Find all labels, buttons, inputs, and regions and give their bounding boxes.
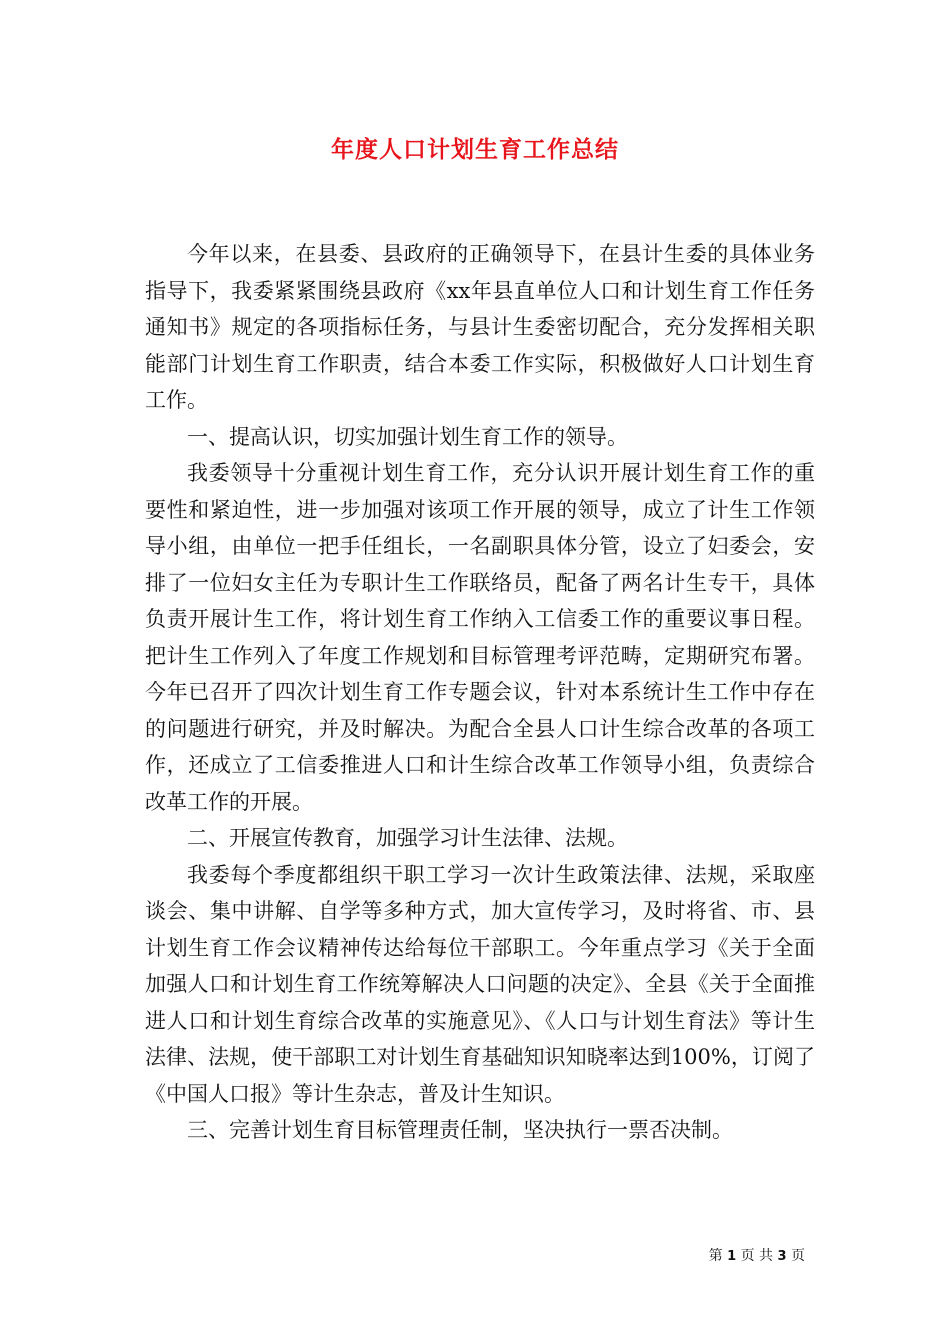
section-heading-3: 三、完善计划生育目标管理责任制，坚决执行一票否决制。 <box>187 1118 733 1142</box>
footer-middle: 页 共 <box>740 1248 774 1264</box>
page-number-footer <box>709 1246 805 1267</box>
paragraph-intro: 今年以来，在县委、县政府的正确领导下，在县计生委的具体业务指导下，我委紧紧围绕县政府《xx年县直单位人口和计划生育工作任务通知书》规定的各项指标任务，与县计生委密切配合，充分发挥相关职能部门计划生育工作职责，结合本委工作实际，积极做好人口计划生育工作。 <box>145 242 815 412</box>
document-body <box>145 236 815 1149</box>
footer-prefix: 第 <box>708 1248 723 1264</box>
section-heading-1: 一、提高认识，切实加强计划生育工作的领导。 <box>187 424 628 449</box>
paragraph-section-1: 我委领导十分重视计划生育工作，充分认识开展计划生育工作的重要性和紧迫性，进一步加强对该项工作开展的领导，成立了计生工作领导小组，由单位一把手任组长，一名副职具体分管，设立了妇委会，安排了一位妇女主任为专职计生工作联络员，配备了两名计生专干，具体负责开展计生工作，将计划生育工作纳入工信委工作的重要议事日程。把计生工作列入了年度工作规划和目标管理考评范畴，定期研究布署。今年已召开了四次计划生育工作专题会议，针对本系统计生工作中存在的问题进行研究，并及时解决。为配合全县人口计生综合改革的各项工作，还成立了工信委推进人口和计生综合改革工作领导小组，负责综合改革工作的开展。 <box>145 461 815 814</box>
footer-suffix: 页 <box>791 1248 805 1264</box>
paragraph-section-2: 我委每个季度都组织干职工学习一次计生政策法律、法规，采取座谈会、集中讲解、自学等多种方式，加大宣传学习，及时将省、市、县计划生育工作会议精神传达给每位干部职工。今年重点学习《关于全面加强人口和计划生育工作统筹解决人口问题的决定》、全县《关于全面推进人口和计划生育综合改革的实施意见》、《人口与计划生育法》等计生法律、法规，使干部职工对计划生育基础知识知晓率达到100%，订阅了《中国人口报》等计生杂志，普及计生知识。 <box>145 862 815 1106</box>
footer-current-page: 1 <box>727 1249 737 1264</box>
section-heading-2: 二、开展宣传教育，加强学习计生法律、法规。 <box>187 826 628 850</box>
document-title: 年度人口计划生育工作总结 <box>331 136 619 163</box>
footer-total-pages: 3 <box>777 1249 787 1264</box>
